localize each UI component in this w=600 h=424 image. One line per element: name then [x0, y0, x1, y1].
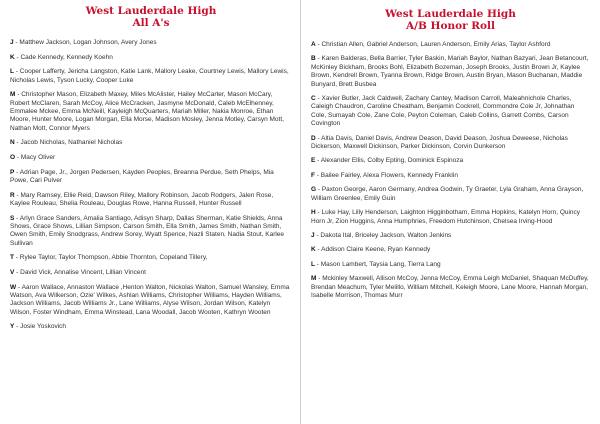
student-names: Christian Allen, Gabriel Anderson, Lauren Anderson, Emily Arias, Taylor Ashford — [321, 41, 551, 48]
letter-group-p: P - Adrian Page, Jr., Jorgen Pedersen, Kayden Peoples, Breanna Perdue, Seth Phelps, Mia Powe, Cari Pulver — [10, 168, 274, 184]
group-letter: K — [10, 53, 15, 61]
letter-group-a: A - Christian Allen, Gabriel Anderson, Lauren Anderson, Emily Arias, Taylor Ashford — [311, 41, 551, 48]
list-title: A/B Honor Roll — [406, 20, 495, 32]
group-letter: S — [10, 214, 15, 222]
group-letter: R — [10, 191, 15, 199]
group-letter: O — [10, 154, 16, 161]
letter-group-j: J - Matthew Jackson, Logan Johnson, Avery Jones — [10, 39, 157, 46]
student-names: Mary Ramsey, Ellie Reid, Dawson Riley, Mallory Robinson, Jacob Rodgers, Jalen Rose, Kaylee Rouleau, Shelia Rouleau, Douglas Rowe, Hanna Russell, Hunter Russell — [10, 191, 274, 207]
letter-group-y: Y - Josie Yoskovich — [10, 323, 67, 331]
group-letter: T — [10, 254, 14, 262]
student-names: Arlyn Grace Sanders, Amalia Santiago, Adisyn Sharp, Dallas Sherman, Katie Shields, Anna Shows, Grace Shows, Lillian Simpson, Carson Smith, Ella Smith, James Smith, Nathan Smith, Owen Smith, Emily Snodgrass, Andrew Sorey, Wyatt Spence, Nazli Staten, Nadia Stout, Karlee Sullivan — [10, 214, 285, 247]
letter-group-c: C - Xavier Butler, Jack Caldwell, Zachary Cantey, Madison Carroll, Maleahnichole Charles, Caleigh Chaudron, Caroline Cheatham, Benjamin Cockrell, Commondre Cole Jr, Johnathan Cole, Sumayah Cole, Zane Cole, Peyton Coleman, Caleb Collins, Garrett Combs, Carson Covington — [311, 95, 575, 128]
letter-group-v: V - David Vick, Annalise Vincent, Lillian Vincent — [10, 269, 146, 276]
letter-group-h: H - Luke Hay, Lilly Henderson, Laighton Higginbotham, Emma Hopkins, Katelyn Horn, Quincy Horn Jr, Zion Huggins, Anna Humphries, Freedom Hutchinson, Chelsea Irving-Hood — [311, 209, 581, 225]
student-names: Adrian Page, Jr., Jorgen Pedersen, Kayden Peoples, Breanna Perdue, Seth Phelps, Mia Powe, Cari Pulver — [10, 168, 274, 184]
group-letter: N — [10, 139, 15, 147]
letter-group-f: F - Bailee Fairley, Alexa Flowers, Kennedy Franklin — [311, 171, 458, 179]
group-letter: H — [311, 209, 316, 217]
student-names: Matthew Jackson, Logan Johnson, Avery Jones — [19, 39, 157, 46]
student-names: Karen Balderas, Bella Barrier, Tyler Baskin, Mariah Baylor, Nathan Bazyari, Jean Betancourt, McKinley Bickham, Brooks Bohl, Elizabeth Bozeman, Joseph Brooks, Justin Brown Jr, Kaylee Brown, Kendrell Brown, Tyanna Brown, Ridge Brown, Austin Bryan, Mason Buchanan, Maddie Bunyard, Brett Busbea — [311, 55, 589, 88]
letter-group-l: L - Mason Lambert, Taysia Lang, Tierra Lang — [311, 260, 441, 268]
letter-group-e: E - Alexander Ellis, Colby Epting, Dominick Espinoza — [311, 157, 464, 165]
student-names: Cade Kennedy, Kennedy Koehn — [20, 53, 113, 61]
student-names: Alexander Ellis, Colby Epting, Dominick Espinoza — [320, 157, 464, 165]
letter-group-t: T - Rylee Taylor, Taylor Thompson, Abbie Thornton, Copeland Tillery, — [10, 254, 208, 262]
group-letter: C — [311, 95, 316, 103]
letter-group-k: K - Cade Kennedy, Kennedy Koehn — [10, 53, 113, 61]
group-letter: L — [10, 68, 14, 76]
all-as-heading — [10, 5, 292, 29]
group-letter: E — [311, 157, 316, 165]
group-letter: P — [10, 168, 15, 176]
group-letter: G — [311, 186, 317, 194]
school-name: West Lauderdale High — [85, 5, 217, 17]
student-names: Paxton George, Aaron Germany, Andrea Godwin, Ty Graeter, Lyla Graham, Anna Grayson, William Greenlee, Emily Guin — [311, 186, 584, 202]
letter-group-n: N - Jacob Nicholas, Nathaniel Nicholas — [10, 139, 123, 147]
group-letter: J — [311, 231, 315, 239]
letter-group-l: L - Cooper Lafferty, Jericha Langston, Katie Lank, Mallory Leake, Courtney Lewis, Mallory Lewis, Nicholas Lewis, Tyson Lucky, Cooper Luke — [10, 68, 289, 84]
honor-roll-list — [311, 41, 590, 300]
student-names: Xavier Butler, Jack Caldwell, Zachary Cantey, Madison Carroll, Maleahnichole Charles, Caleigh Chaudron, Caroline Cheatham, Benjamin Cockrell, Commondre Cole Jr, Johnathan Cole, Sumayah Cole, Zane Cole, Peyton Coleman, Caleb Collins, Garrett Combs, Carson Covington — [311, 95, 575, 128]
honor-roll-page — [301, 0, 600, 424]
student-names: Dakota Ital, Briceley Jackson, Walton Jenkins — [320, 231, 452, 239]
letter-group-b: B - Karen Balderas, Bella Barrier, Tyler Baskin, Mariah Baylor, Nathan Bazyari, Jean Betancourt, McKinley Bickham, Brooks Bohl, Elizabeth Bozeman, Joseph Brooks, Justin Brown Jr, Kaylee Brown, Kendrell Brown, Tyanna Brown, Ridge Brown, Austin Bryan, Mason Buchanan, Maddie Bunyard, Brett Busbea — [311, 55, 589, 88]
student-names: Bailee Fairley, Alexa Flowers, Kennedy Franklin — [320, 171, 458, 179]
group-letter: M — [10, 91, 16, 99]
group-letter: L — [311, 260, 315, 268]
student-names: Josie Yoskovich — [20, 323, 67, 331]
group-letter: M — [311, 275, 317, 283]
group-letter: B — [311, 55, 316, 63]
student-names: Christopher Mason, Elizabeth Maxey, Miles McAlister, Hailey McCarter, Mason McCary, Robert McClaren, Sarah McCoy, Alice McCracken, Jasmyne McDonald, Caleb McElhenney, Emmalee Mckee, Emma McNeill, Kayleigh McQuarters, Mariah Miller, Nakia Monroe, Ethan Moore, Hunter Moore, Logan Morgan, Ella Morse, Madison Mosley, Jenna Motley, Carsyn Mott, Nathan Mott, Connor Myers — [10, 91, 284, 132]
group-letter: D — [311, 134, 316, 142]
student-names: Aaron Wallace, Annaston Wallace ,Henton Walton, Nickolas Walton, Samuel Wansley, Emma Watson, Ava Wilkerson, Ozie' Wilkes, Ashlan Williams, Christopher Williams, Hayden Williams, Jackson Williams, Jacob Williams Jr., Lane Williams, Alyse Wilson, Jordan Wilson, Katelyn Wilson, Foster Windham, Emma Winstead, Lana Woodall, Jacob Wooten, Kathryn Wooten — [10, 283, 290, 316]
student-names: Altia Davis, Daniel Davis, Andrew Deason, David Deason, Joshua Deweese, Nicholas Dickerson, Maxwell Dickinson, Parker Dickinson, Corvin Dunkerson — [311, 134, 568, 151]
letter-group-o: O - Macy Oliver — [10, 154, 56, 161]
letter-group-w: W - Aaron Wallace, Annaston Wallace ,Henton Walton, Nickolas Walton, Samuel Wansley, Emma Watson, Ava Wilkerson, Ozie' Wilkes, Ashlan Williams, Christopher Williams, Hayden Williams, Jackson Williams, Jacob Williams Jr., Lane Williams, Alyse Wilson, Jordan Wilson, Katelyn Wilson, Foster Windham, Emma Winstead, Lana Woodall, Jacob Wooten, Kathryn Wooten — [10, 283, 290, 316]
letter-group-d: D - Altia Davis, Daniel Davis, Andrew Deason, David Deason, Joshua Deweese, Nicholas Dickerson, Maxwell Dickinson, Parker Dickinson, Corvin Dunkerson — [311, 134, 568, 151]
group-letter: Y — [10, 323, 15, 331]
student-names: Addison Claire Keene, Ryan Kennedy — [321, 246, 431, 254]
all-as-list — [10, 39, 292, 332]
student-names: Luke Hay, Lilly Henderson, Laighton Higginbotham, Emma Hopkins, Katelyn Horn, Quincy Horn Jr, Zion Huggins, Anna Humphries, Freedom Hutchinson, Chelsea Irving-Hood — [311, 209, 581, 225]
group-letter: K — [311, 246, 316, 254]
group-letter: A — [311, 41, 316, 48]
group-letter: W — [10, 283, 17, 291]
student-names: Cooper Lafferty, Jericha Langston, Katie Lank, Mallory Leake, Courtney Lewis, Mallory Lewis, Nicholas Lewis, Tyson Lucky, Cooper Luke — [10, 68, 289, 84]
group-letter: J — [10, 39, 14, 46]
list-title: All A's — [132, 17, 170, 29]
letter-group-m: M - Mckinley Maxwell, Allison McCoy, Jenna McCoy, Emma Leigh McDaniel, Shaquan McDuffey, Brendan Meachum, Tyler Melillo, William Mitchell, Keleigh Moore, Lane Moore, Hannah Morgan, Isabelle Morrison, Thomas Murr — [311, 275, 589, 299]
group-letter: F — [311, 171, 315, 179]
student-names: Mckinley Maxwell, Allison McCoy, Jenna McCoy, Emma Leigh McDaniel, Shaquan McDuffey, Brendan Meachum, Tyler Melillo, William Mitchell, Keleigh Moore, Lane Moore, Hannah Morgan, Isabelle Morrison, Thomas Murr — [311, 275, 589, 299]
letter-group-g: G - Paxton George, Aaron Germany, Andrea Godwin, Ty Graeter, Lyla Graham, Anna Grayson, William Greenlee, Emily Guin — [311, 186, 584, 202]
letter-group-m: M - Christopher Mason, Elizabeth Maxey, Miles McAlister, Hailey McCarter, Mason McCary, Robert McClaren, Sarah McCoy, Alice McCracken, Jasmyne McDonald, Caleb McElhenney, Emmalee Mckee, Emma McNeill, Kayleigh McQuarters, Mariah Miller, Nakia Monroe, Ethan Moore, Hunter Moore, Logan Morgan, Ella Morse, Madison Mosley, Jenna Motley, Carsyn Mott, Nathan Mott, Connor Myers — [10, 91, 284, 132]
honor-roll-heading — [311, 8, 590, 32]
letter-group-k: K - Addison Claire Keene, Ryan Kennedy — [311, 246, 431, 254]
student-names: Rylee Taylor, Taylor Thompson, Abbie Thornton, Copeland Tillery, — [19, 254, 208, 262]
letter-group-s: S - Arlyn Grace Sanders, Amalia Santiago, Adisyn Sharp, Dallas Sherman, Katie Shields, Anna Shows, Grace Shows, Lillian Simpson, Carson Smith, Ella Smith, James Smith, Nathan Smith, Owen Smith, Emily Snodgrass, Andrew Sorey, Wyatt Spence, Nazli Staten, Nadia Stout, Karlee Sullivan — [10, 214, 285, 247]
student-names: Mason Lambert, Taysia Lang, Tierra Lang — [320, 260, 441, 268]
student-names: David Vick, Annalise Vincent, Lillian Vincent — [20, 269, 146, 276]
letter-group-r: R - Mary Ramsey, Ellie Reid, Dawson Riley, Mallory Robinson, Jacob Rodgers, Jalen Rose, Kaylee Rouleau, Shelia Rouleau, Douglas Rowe, Hanna Russell, Hunter Russell — [10, 191, 274, 207]
school-name: West Lauderdale High — [385, 8, 516, 20]
letter-group-j: J - Dakota Ital, Briceley Jackson, Walton Jenkins — [311, 231, 452, 239]
student-names: Jacob Nicholas, Nathaniel Nicholas — [20, 139, 123, 147]
student-names: Macy Oliver — [20, 154, 56, 161]
group-letter: V — [10, 269, 15, 276]
